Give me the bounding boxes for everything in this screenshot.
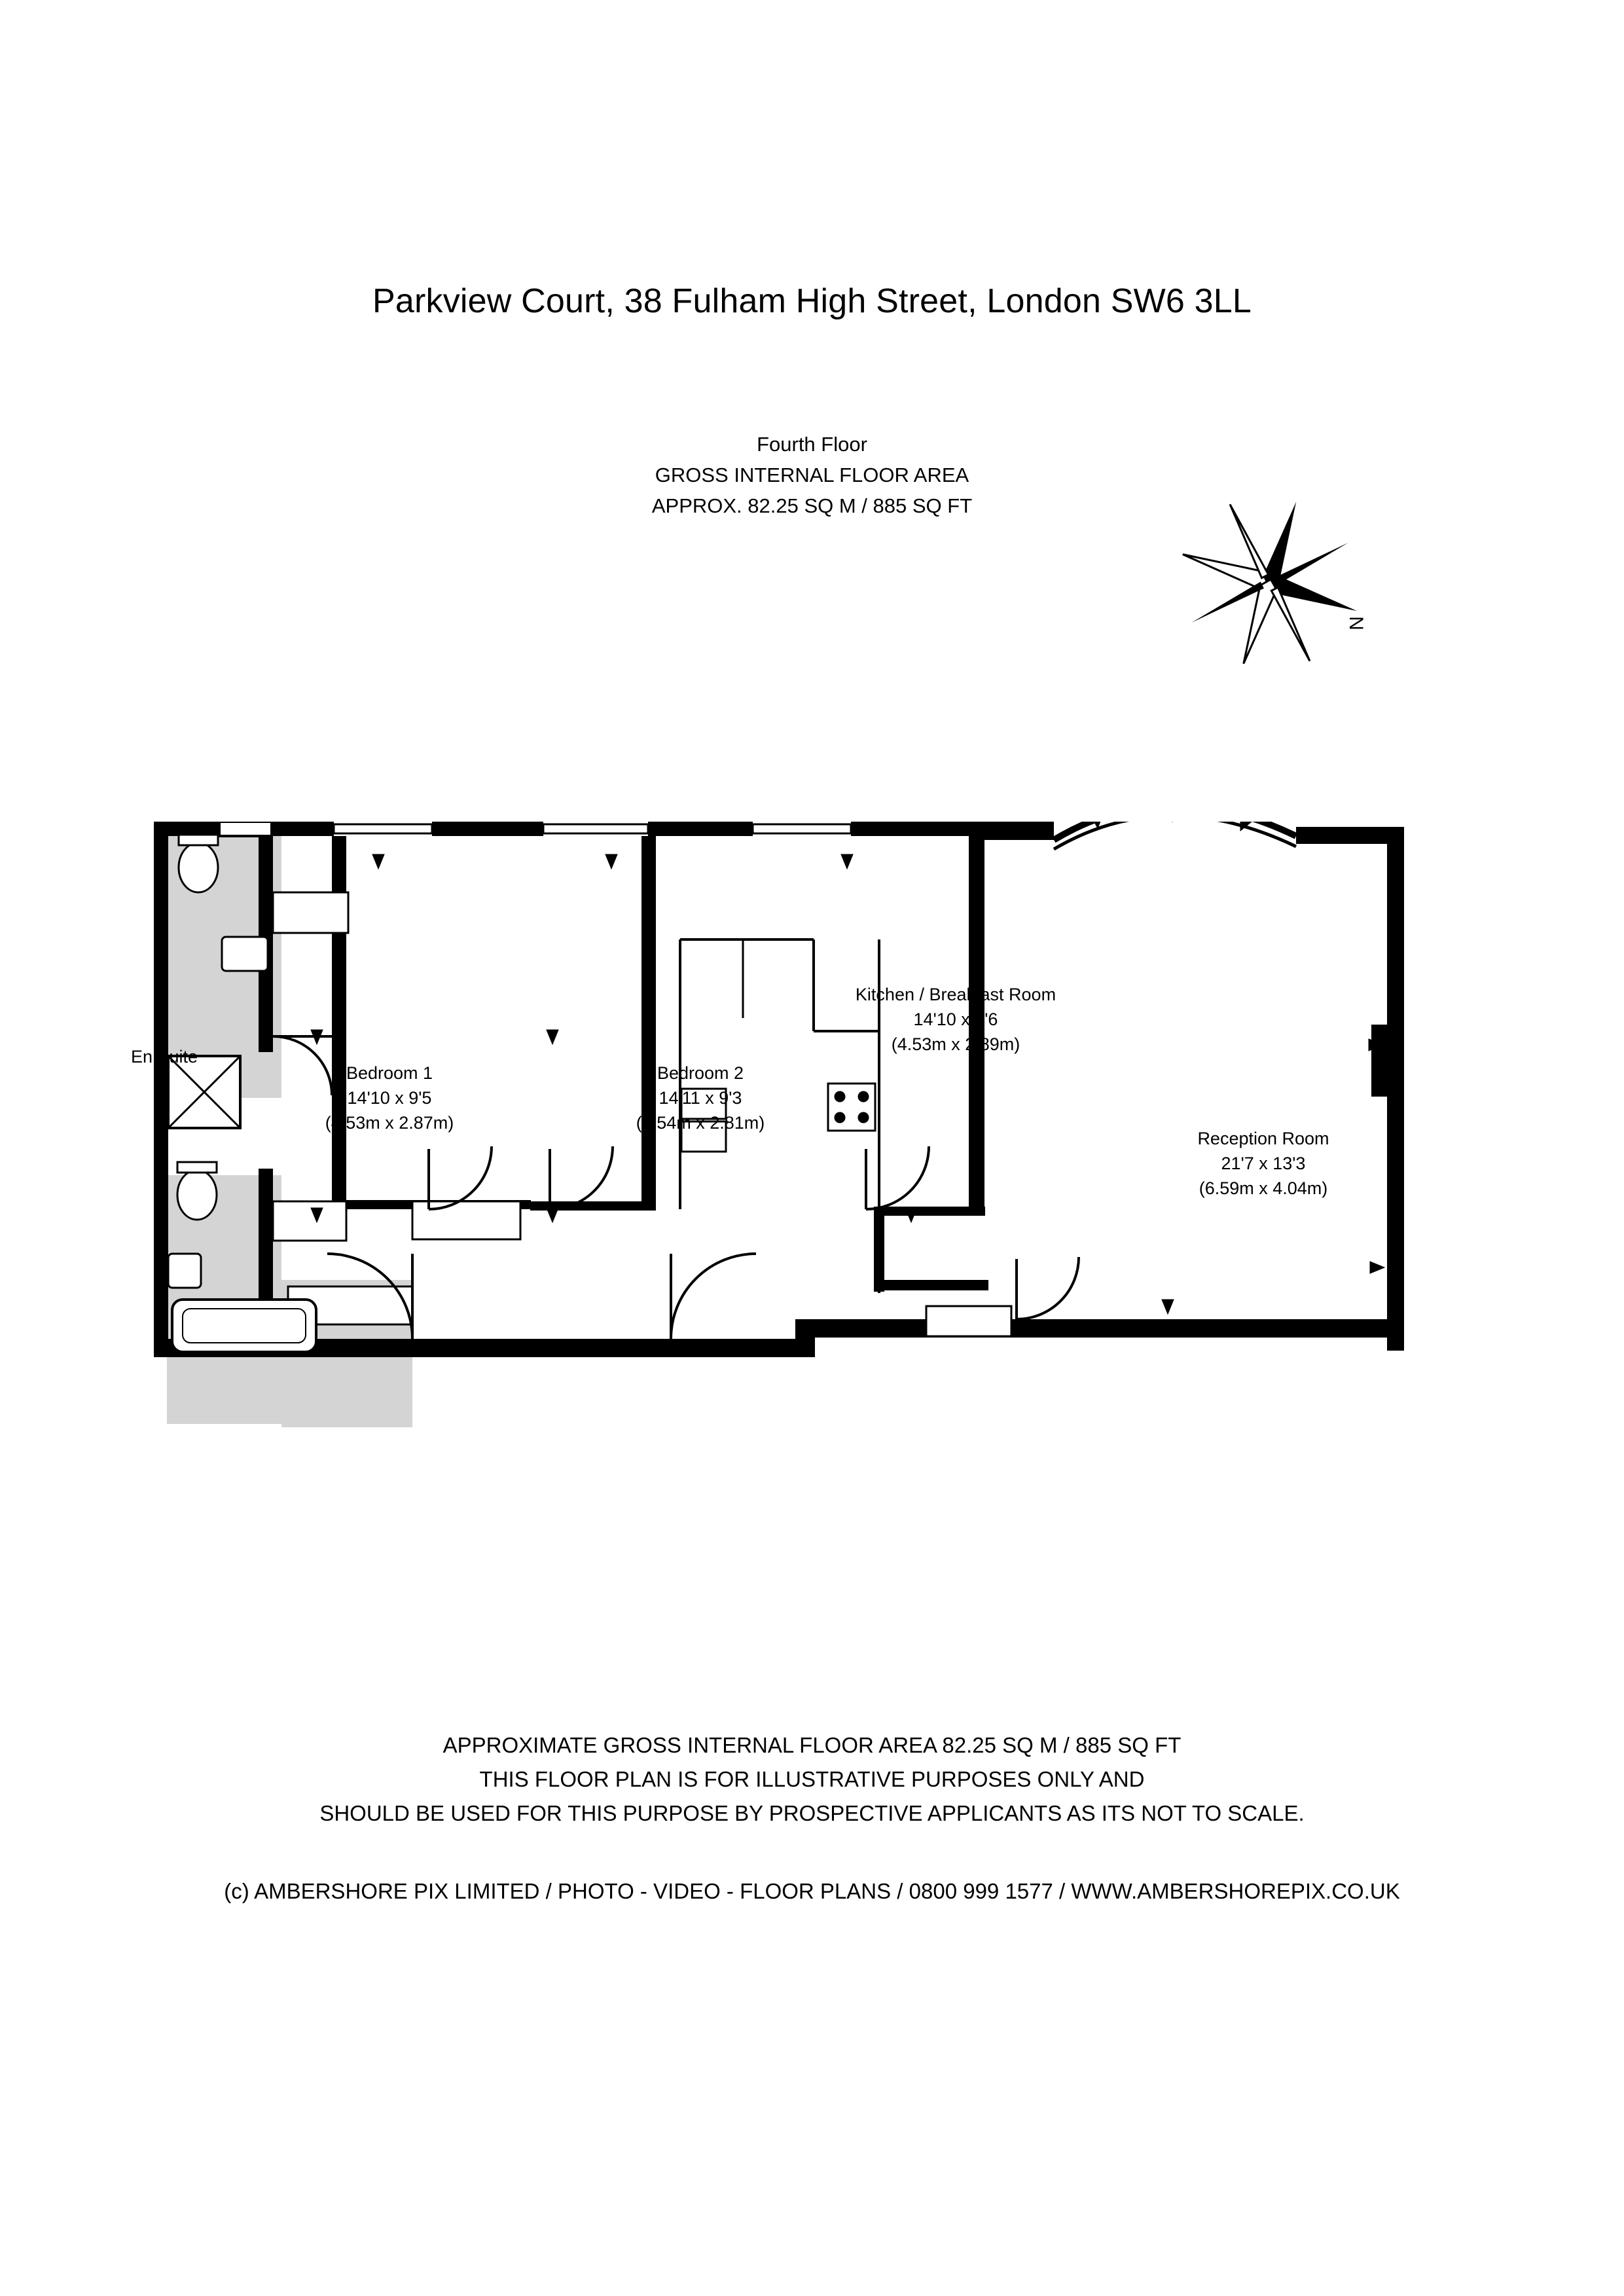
room-name: Bedroom 2: [657, 1063, 744, 1083]
floor-area-summary: [0, 429, 1624, 521]
page-title: Parkview Court, 38 Fulham High Street, London SW6 3LL: [372, 282, 1252, 320]
room-label-bedroom2: [592, 1061, 808, 1135]
floor-name: Fourth Floor: [757, 433, 867, 456]
compass-rose-icon: [1172, 494, 1368, 671]
room-label-ensuite: [131, 1044, 249, 1069]
room-dimensions-imperial: 21'7 x 13'3: [1221, 1154, 1306, 1173]
room-dimensions-imperial: 14'10 x 9'6: [913, 1010, 998, 1029]
room-dimensions-imperial: 14'10 x 9'5: [347, 1088, 432, 1108]
room-dimensions-metric: (6.59m x 4.04m): [1199, 1178, 1328, 1198]
copyright-line: (c) AMBERSHORE PIX LIMITED / PHOTO - VIDEO - FLOOR PLANS / 0800 999 1577 / WWW.AMBERSHOREPIX.CO.UK: [224, 1879, 1400, 1903]
gross-area-value: APPROX. 82.25 SQ M / 885 SQ FT: [651, 494, 973, 517]
room-name: Kitchen / Breakfast Room: [855, 985, 1056, 1004]
gross-area-caption: GROSS INTERNAL FLOOR AREA: [655, 464, 969, 486]
compass-north-label: N: [1345, 616, 1367, 630]
room-name: En Suite: [131, 1047, 198, 1066]
room-dimensions-metric: (4.54m x 2.81m): [636, 1113, 765, 1133]
room-name: Bedroom 1: [346, 1063, 433, 1083]
disclaimer-line-3: SHOULD BE USED FOR THIS PURPOSE BY PROSPECTIVE APPLICANTS AS ITS NOT TO SCALE.: [319, 1801, 1305, 1825]
room-label-kitchen: [818, 982, 1093, 1057]
room-label-reception: [1139, 1126, 1388, 1201]
room-label-bedroom1: [281, 1061, 497, 1135]
disclaimer-line-1: APPROXIMATE GROSS INTERNAL FLOOR AREA 82.25 SQ M / 885 SQ FT: [442, 1733, 1182, 1757]
room-dimensions-imperial: 14'11 x 9'3: [659, 1088, 742, 1108]
room-dimensions-metric: (4.53m x 2.87m): [325, 1113, 454, 1133]
disclaimer: [0, 1728, 1624, 1831]
room-name: Reception Room: [1197, 1129, 1329, 1148]
disclaimer-line-2: THIS FLOOR PLAN IS FOR ILLUSTRATIVE PURPOSES ONLY AND: [479, 1767, 1145, 1791]
room-dimensions-metric: (4.53m x 2.89m): [891, 1034, 1020, 1054]
